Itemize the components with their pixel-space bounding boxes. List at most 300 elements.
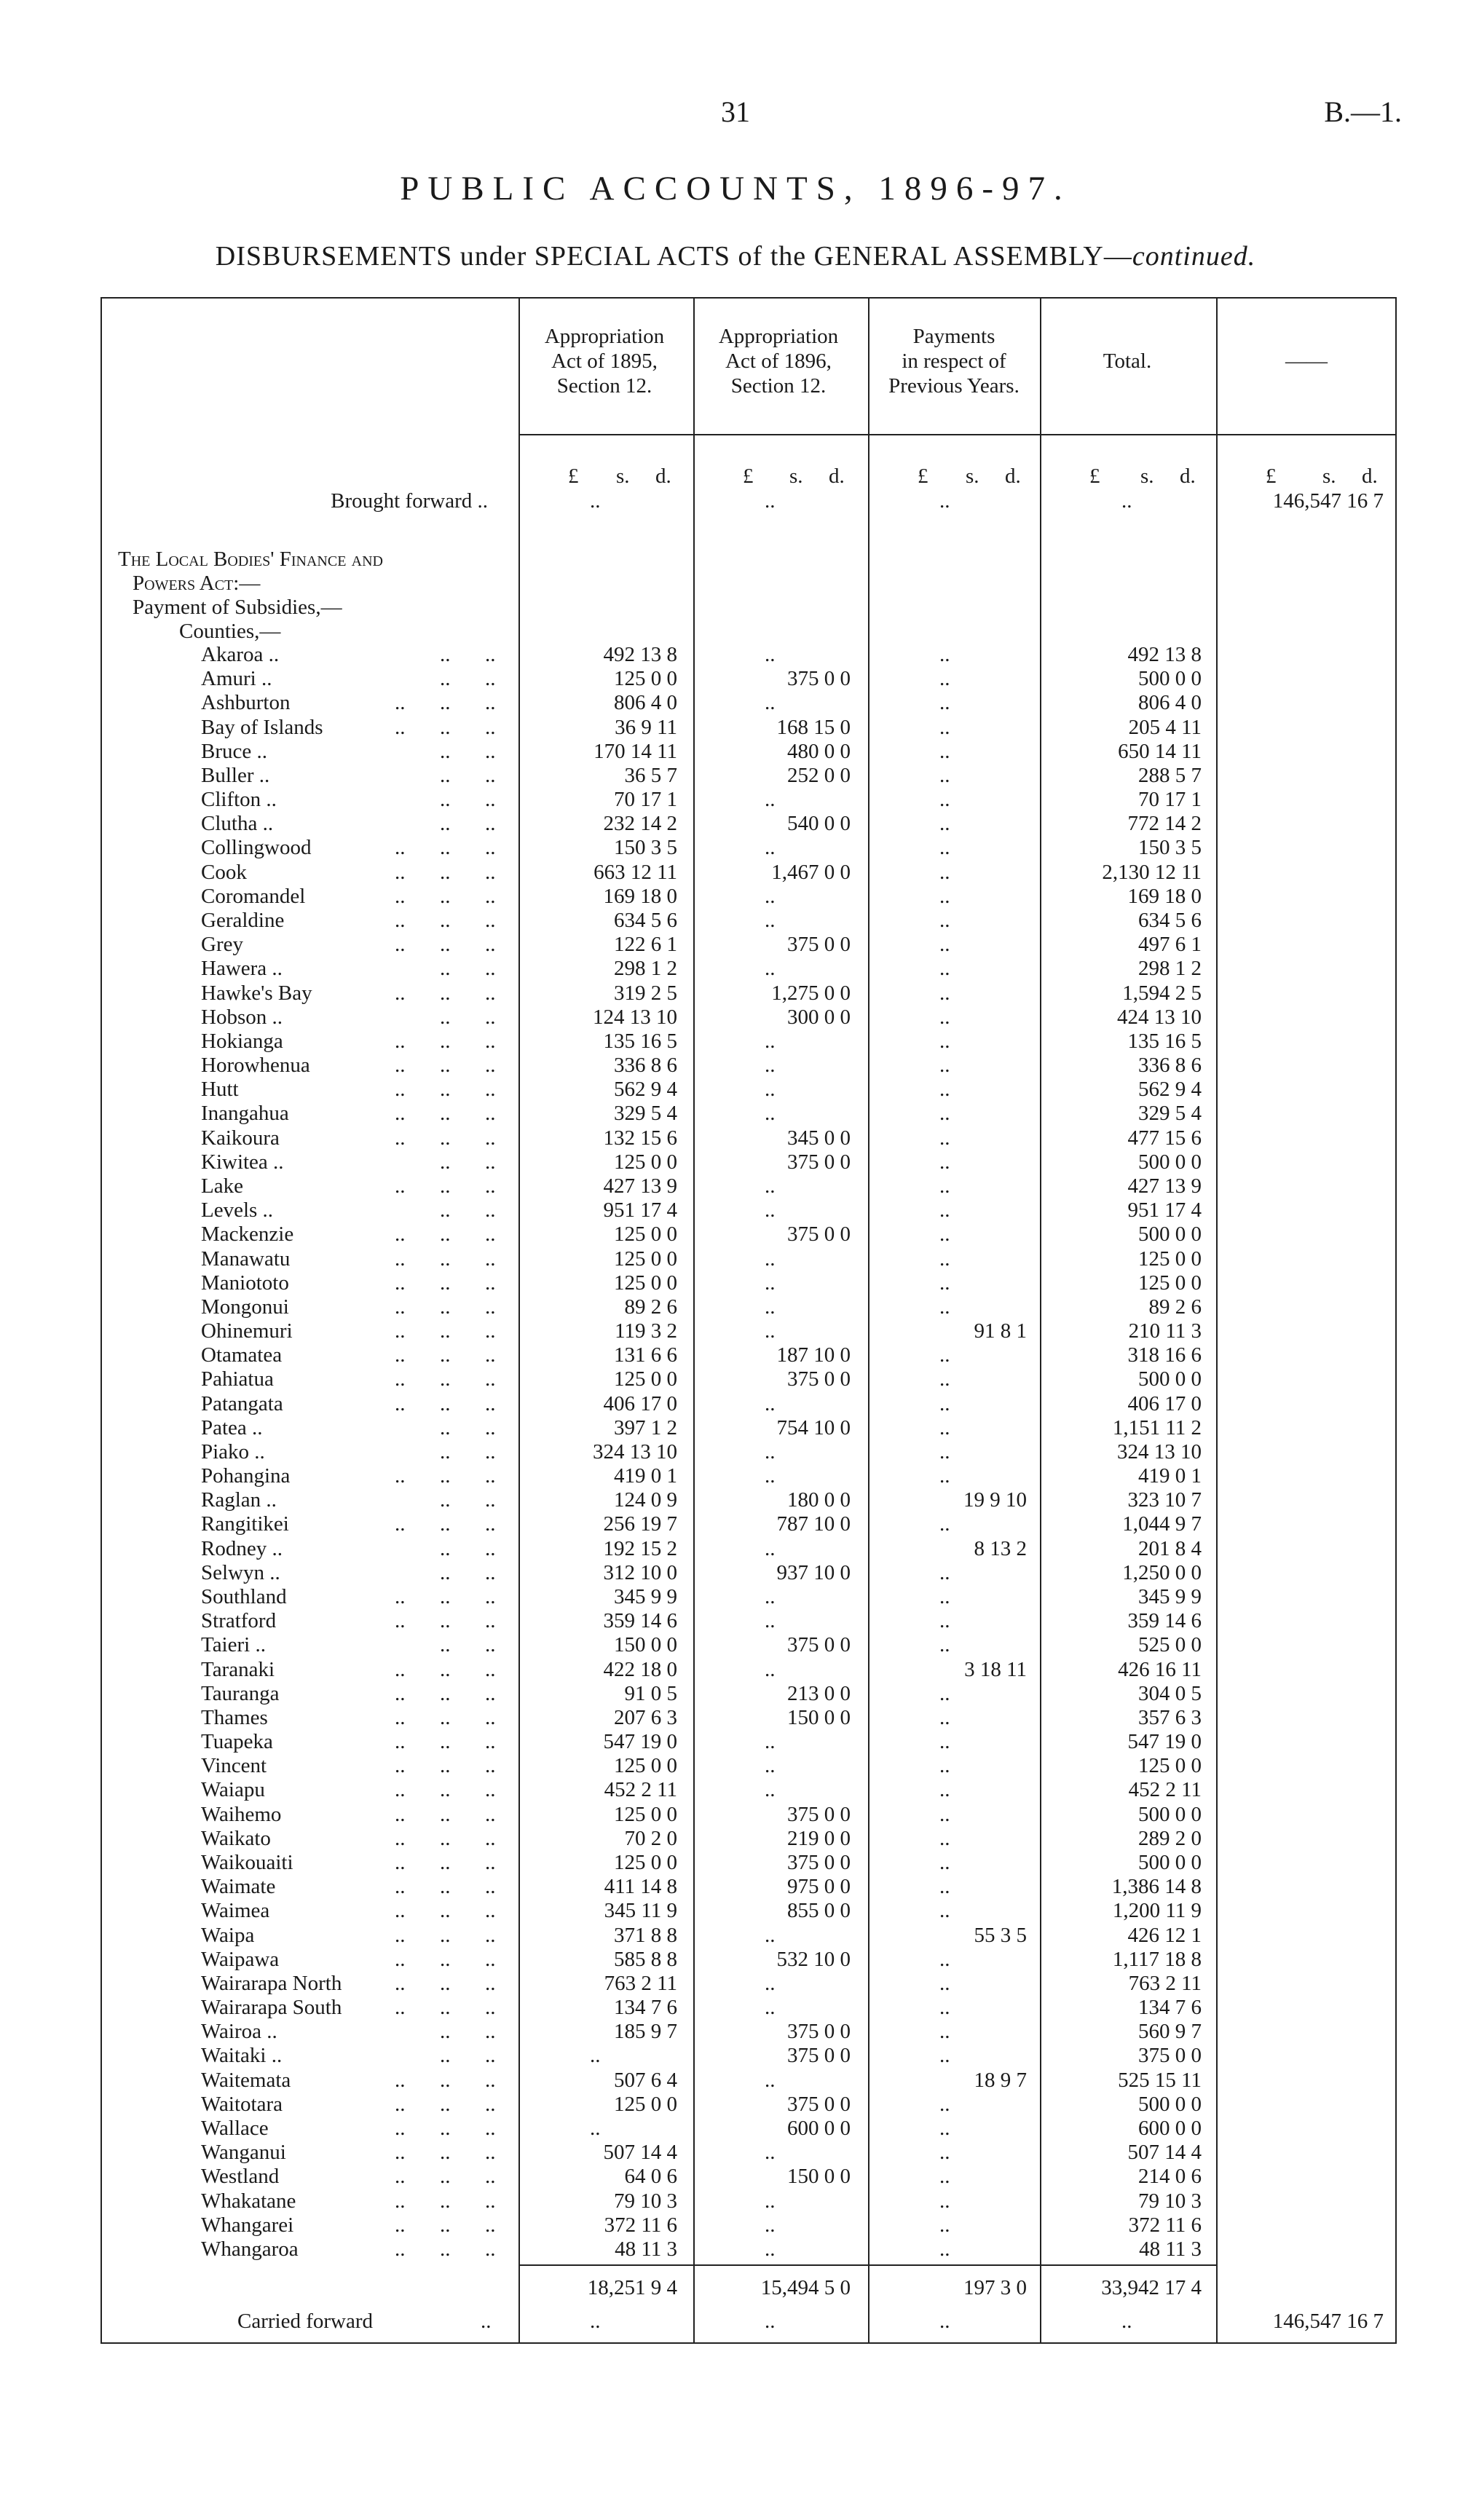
amount-cell: 79 10 3 xyxy=(1138,2189,1202,2213)
amount-cell: 232 14 2 xyxy=(603,812,677,835)
leader-dots: .. xyxy=(440,1730,451,1753)
page-reference: B.—1. xyxy=(1324,95,1402,128)
amount-cell: 375 0 0 xyxy=(787,1150,851,1174)
county-name: Otamatea xyxy=(201,1343,283,1367)
total-cell: 33,942 17 4 xyxy=(1101,2276,1202,2299)
leader-dots: .. xyxy=(485,1198,496,1222)
amount-cell: 329 5 4 xyxy=(1138,1102,1202,1125)
amount-cell: 135 16 5 xyxy=(603,1030,677,1053)
amount-cell: .. xyxy=(939,836,950,859)
leader-dots: .. xyxy=(395,1609,406,1632)
carried-forward-cell: .. xyxy=(1121,2310,1132,2333)
amount-cell: 70 17 1 xyxy=(614,788,677,811)
leader-dots: .. xyxy=(440,1899,451,1922)
leader-dots: .. xyxy=(485,1247,496,1271)
county-name: Vincent xyxy=(201,1754,267,1777)
leader-dots: .. xyxy=(485,2069,496,2092)
leader-dots: .. xyxy=(485,1030,496,1053)
amount-cell: 426 16 11 xyxy=(1118,1658,1202,1681)
county-name: Waitemata xyxy=(201,2069,291,2092)
amount-cell: .. xyxy=(765,1537,776,1560)
county-name: Waiapu xyxy=(201,1778,265,1801)
county-name: Waikouaiti xyxy=(201,1851,293,1874)
leader-dots: .. xyxy=(485,2141,496,2164)
amount-cell: 125 0 0 xyxy=(614,1223,677,1246)
amount-cell: .. xyxy=(765,1054,776,1077)
county-name: Waimate xyxy=(201,1875,276,1898)
totals-rule xyxy=(518,2264,1216,2266)
amount-cell: 754 10 0 xyxy=(776,1416,851,1439)
county-name: Rangitikei xyxy=(201,1512,289,1536)
column-header-line: in respect of xyxy=(902,349,1006,373)
amount-cell: 36 9 11 xyxy=(615,716,677,739)
amount-cell: 298 1 2 xyxy=(1138,957,1202,980)
amount-cell: 150 3 5 xyxy=(614,836,677,859)
amount-cell: 500 0 0 xyxy=(1138,667,1202,690)
leader-dots: .. xyxy=(440,1754,451,1777)
amount-cell: 375 0 0 xyxy=(787,1851,851,1874)
amount-cell: 547 19 0 xyxy=(1127,1730,1202,1753)
leader-dots: .. xyxy=(485,1416,496,1439)
amount-cell: .. xyxy=(765,1319,776,1343)
leader-dots: .. xyxy=(395,2093,406,2116)
amount-cell: 525 15 11 xyxy=(1118,2069,1202,2092)
leader-dots: .. xyxy=(485,1658,496,1681)
amount-cell: .. xyxy=(939,812,950,835)
county-name: Wairarapa South xyxy=(201,1996,342,2019)
amount-cell: .. xyxy=(939,1754,950,1777)
leader-dots: .. xyxy=(395,1778,406,1801)
leader-dots: .. xyxy=(440,1851,451,1874)
leader-dots: .. xyxy=(485,1464,496,1488)
currency-pence: d. xyxy=(1005,465,1021,488)
amount-cell: 532 10 0 xyxy=(776,1948,851,1971)
amount-cell: .. xyxy=(765,1078,776,1101)
amount-cell: .. xyxy=(765,1198,776,1222)
amount-cell: 427 13 9 xyxy=(603,1174,677,1198)
amount-cell: .. xyxy=(939,1609,950,1632)
amount-cell: 500 0 0 xyxy=(1138,1367,1202,1391)
section-heading: The Local Bodies' Finance and xyxy=(118,548,383,571)
leader-dots: .. xyxy=(440,1247,451,1271)
amount-cell: 359 14 6 xyxy=(1127,1609,1202,1632)
leader-dots: .. xyxy=(440,1223,451,1246)
amount-cell: 600 0 0 xyxy=(787,2117,851,2140)
leader-dots: .. xyxy=(440,1174,451,1198)
amount-cell: .. xyxy=(765,1247,776,1271)
leader-dots: .. xyxy=(440,1367,451,1391)
county-name: Amuri .. xyxy=(201,667,272,690)
amount-cell: 318 16 6 xyxy=(1127,1343,1202,1367)
column-header-line: Appropriation xyxy=(544,325,665,348)
leader-dots: .. xyxy=(395,1343,406,1367)
leader-dots: .. xyxy=(395,1512,406,1536)
leader-dots: .. xyxy=(485,1778,496,1801)
leader-dots: .. xyxy=(485,1609,496,1632)
amount-cell: .. xyxy=(765,1585,776,1608)
table-right-rule xyxy=(1395,297,1397,2343)
amount-cell: 562 9 4 xyxy=(1138,1078,1202,1101)
amount-cell: 219 0 0 xyxy=(787,1827,851,1850)
column-header xyxy=(869,324,1038,398)
amount-cell: 214 0 6 xyxy=(1138,2165,1202,2188)
amount-cell: .. xyxy=(765,1174,776,1198)
amount-cell: .. xyxy=(939,1948,950,1971)
leader-dots: .. xyxy=(485,1150,496,1174)
amount-cell: .. xyxy=(939,1223,950,1246)
amount-cell: 397 1 2 xyxy=(614,1416,677,1439)
amount-cell: 135 16 5 xyxy=(1127,1030,1202,1053)
county-name: Wallace xyxy=(201,2117,269,2140)
leader-dots: .. xyxy=(440,1706,451,1729)
leader-dots: .. xyxy=(440,1126,451,1150)
amount-cell: 525 0 0 xyxy=(1138,1633,1202,1656)
amount-cell: 89 2 6 xyxy=(624,1295,677,1319)
amount-cell: 3 18 11 xyxy=(964,1658,1027,1681)
county-name: Mackenzie xyxy=(201,1223,294,1246)
county-name: Kaikoura xyxy=(201,1126,280,1150)
amount-cell: .. xyxy=(765,1271,776,1295)
county-name: Taieri .. xyxy=(201,1633,266,1656)
amount-cell: 480 0 0 xyxy=(787,740,851,763)
leader-dots: .. xyxy=(395,1875,406,1898)
leader-dots: .. xyxy=(485,1537,496,1560)
county-name: Wairarapa North xyxy=(201,1972,342,1995)
leader-dots: .. xyxy=(485,1899,496,1922)
amount-cell: 1,275 0 0 xyxy=(771,981,851,1005)
column-header-line: Previous Years. xyxy=(888,374,1020,398)
leader-dots: .. xyxy=(485,1754,496,1777)
leader-dots: .. xyxy=(440,1561,451,1584)
amount-cell: 375 0 0 xyxy=(787,2044,851,2067)
column-header-line: Act of 1895, xyxy=(551,349,658,373)
amount-cell: 150 0 0 xyxy=(787,2165,851,2188)
county-name: Waitaki .. xyxy=(201,2044,283,2067)
amount-cell: 336 8 6 xyxy=(1138,1054,1202,1077)
table-top-rule xyxy=(100,297,1397,299)
amount-cell: 125 0 0 xyxy=(614,1754,677,1777)
column-rule xyxy=(1216,297,1218,2343)
leader-dots: .. xyxy=(440,1875,451,1898)
amount-cell: 634 5 6 xyxy=(1138,909,1202,932)
leader-dots: .. xyxy=(485,1851,496,1874)
amount-cell: 547 19 0 xyxy=(603,1730,677,1753)
brought-forward-cell: .. xyxy=(765,489,776,513)
leader-dots: .. xyxy=(440,1440,451,1464)
amount-cell: 375 0 0 xyxy=(787,667,851,690)
county-name: Buller .. xyxy=(201,764,270,787)
leader-dots: .. xyxy=(440,1512,451,1536)
leader-dots: .. xyxy=(485,1102,496,1125)
amount-cell: 497 6 1 xyxy=(1138,933,1202,956)
county-name: Grey xyxy=(201,933,243,956)
amount-cell: 134 7 6 xyxy=(614,1996,677,2019)
county-name: Taranaki xyxy=(201,1658,275,1681)
leader-dots: .. xyxy=(395,716,406,739)
amount-cell: 562 9 4 xyxy=(614,1078,677,1101)
amount-cell: .. xyxy=(765,1030,776,1053)
amount-cell: .. xyxy=(590,2117,601,2140)
leader-dots: .. xyxy=(485,836,496,859)
amount-cell: .. xyxy=(765,1778,776,1801)
amount-cell: .. xyxy=(939,1416,950,1439)
amount-cell: .. xyxy=(939,957,950,980)
amount-cell: .. xyxy=(939,1343,950,1367)
leader-dots: .. xyxy=(395,1730,406,1753)
amount-cell: 1,151 11 2 xyxy=(1112,1416,1202,1439)
amount-cell: 336 8 6 xyxy=(614,1054,677,1077)
carried-forward-label: Carried forward xyxy=(237,2310,373,2333)
leader-dots: .. xyxy=(485,1972,496,1995)
amount-cell: 422 18 0 xyxy=(603,1658,677,1681)
amount-cell: .. xyxy=(939,2165,950,2188)
column-header-line: Section 12. xyxy=(556,374,652,398)
amount-cell: .. xyxy=(939,1367,950,1391)
county-name: Whangarei xyxy=(201,2213,294,2237)
amount-cell: .. xyxy=(939,1102,950,1125)
amount-cell: .. xyxy=(939,1198,950,1222)
section-counties: Counties,— xyxy=(179,620,281,643)
leader-dots: .. xyxy=(485,861,496,884)
county-name: Ashburton xyxy=(201,691,291,714)
leader-dots: .. xyxy=(395,1658,406,1681)
currency-pound: £ xyxy=(1089,465,1100,488)
amount-cell: .. xyxy=(939,2213,950,2237)
currency-shilling: s. xyxy=(616,465,630,488)
amount-cell: 345 9 9 xyxy=(1138,1585,1202,1608)
amount-cell: .. xyxy=(939,2117,950,2140)
amount-cell: 477 15 6 xyxy=(1127,1126,1202,1150)
leader-dots: .. xyxy=(395,1803,406,1826)
leader-dots: .. xyxy=(395,1924,406,1947)
amount-cell: 585 8 8 xyxy=(614,1948,677,1971)
leader-dots: .. xyxy=(395,1585,406,1608)
leader-dots: .. xyxy=(485,667,496,690)
county-name: Horowhenua xyxy=(201,1054,310,1077)
currency-pence: d. xyxy=(1362,465,1378,488)
leader-dots: .. xyxy=(485,885,496,908)
amount-cell: 634 5 6 xyxy=(614,909,677,932)
leader-dots: .. xyxy=(485,1803,496,1826)
amount-cell: .. xyxy=(939,1803,950,1826)
amount-cell: .. xyxy=(765,885,776,908)
amount-cell: 452 2 11 xyxy=(604,1778,677,1801)
page-number: 31 xyxy=(721,95,750,128)
amount-cell: .. xyxy=(939,1464,950,1488)
amount-cell: 300 0 0 xyxy=(787,1006,851,1029)
amount-cell: 806 4 0 xyxy=(614,691,677,714)
carried-forward-total: 146,547 16 7 xyxy=(1272,2310,1384,2333)
amount-cell: 500 0 0 xyxy=(1138,1223,1202,1246)
column-header xyxy=(695,324,862,398)
leader-dots: .. xyxy=(485,1126,496,1150)
leader-dots: .. xyxy=(440,1682,451,1705)
amount-cell: 345 9 9 xyxy=(614,1585,677,1608)
amount-cell: .. xyxy=(939,1440,950,1464)
amount-cell: 1,117 18 8 xyxy=(1112,1948,1202,1971)
leader-dots: .. xyxy=(440,1343,451,1367)
leader-dots: .. xyxy=(485,1343,496,1367)
leader-dots: .. xyxy=(440,981,451,1005)
amount-cell: 312 10 0 xyxy=(603,1561,677,1584)
amount-cell: .. xyxy=(590,2044,601,2067)
leader-dots: .. xyxy=(485,1392,496,1415)
leader-dots: .. xyxy=(440,1030,451,1053)
amount-cell: .. xyxy=(765,1730,776,1753)
leader-dots: .. xyxy=(395,1102,406,1125)
column-header-line: Payments xyxy=(912,325,995,348)
currency-shilling: s. xyxy=(1322,465,1336,488)
leader-dots: .. xyxy=(440,1924,451,1947)
carried-forward-cell: .. xyxy=(765,2310,776,2333)
leader-dots: .. xyxy=(395,2237,406,2261)
leader-dots: .. xyxy=(395,1223,406,1246)
amount-cell: 304 0 5 xyxy=(1138,1682,1202,1705)
leader-dots: .. xyxy=(440,764,451,787)
county-name: Hawke's Bay xyxy=(201,981,312,1005)
amount-cell: .. xyxy=(939,2093,950,2116)
amount-cell: .. xyxy=(765,1464,776,1488)
amount-cell: .. xyxy=(939,2044,950,2067)
amount-cell: 371 8 8 xyxy=(614,1924,677,1947)
leader-dots: .. xyxy=(395,981,406,1005)
county-name: Hawera .. xyxy=(201,957,283,980)
amount-cell: 951 17 4 xyxy=(1127,1198,1202,1222)
amount-cell: .. xyxy=(765,909,776,932)
amount-cell: 345 0 0 xyxy=(787,1126,851,1150)
amount-cell: 2,130 12 11 xyxy=(1102,861,1202,884)
amount-cell: 500 0 0 xyxy=(1138,1803,1202,1826)
column-header-line: —— xyxy=(1285,349,1328,373)
amount-cell: 125 0 0 xyxy=(614,1150,677,1174)
county-name: Waikato xyxy=(201,1827,271,1850)
amount-cell: 345 11 9 xyxy=(604,1899,677,1922)
leader-dots: .. xyxy=(485,1827,496,1850)
county-name: Pohangina xyxy=(201,1464,291,1488)
amount-cell: .. xyxy=(939,691,950,714)
currency-shilling: s. xyxy=(966,465,979,488)
amount-cell: .. xyxy=(939,667,950,690)
amount-cell: .. xyxy=(939,1996,950,2019)
amount-cell: 288 5 7 xyxy=(1138,764,1202,787)
leader-dots: .. xyxy=(485,1054,496,1077)
column-header xyxy=(1041,349,1213,374)
amount-cell: 36 5 7 xyxy=(624,764,677,787)
leader-dots: .. xyxy=(395,1271,406,1295)
brought-forward-label: Brought forward .. xyxy=(331,489,488,513)
amount-cell: .. xyxy=(939,1585,950,1608)
leader-dots: .. xyxy=(440,2093,451,2116)
amount-cell: 125 0 0 xyxy=(614,2093,677,2116)
amount-cell: .. xyxy=(765,2237,776,2261)
leader-dots: .. xyxy=(485,764,496,787)
leader-dots: .. xyxy=(395,1392,406,1415)
amount-cell: 357 6 3 xyxy=(1138,1706,1202,1729)
amount-cell: 64 0 6 xyxy=(624,2165,677,2188)
currency-shilling: s. xyxy=(789,465,803,488)
amount-cell: 406 17 0 xyxy=(1127,1392,1202,1415)
amount-cell: 125 0 0 xyxy=(614,1367,677,1391)
amount-cell: 540 0 0 xyxy=(787,812,851,835)
amount-cell: .. xyxy=(765,1754,776,1777)
amount-cell: 252 0 0 xyxy=(787,764,851,787)
amount-cell: 124 13 10 xyxy=(593,1006,677,1029)
amount-cell: 210 11 3 xyxy=(1128,1319,1202,1343)
amount-cell: 507 6 4 xyxy=(614,2069,677,2092)
county-name: Bay of Islands xyxy=(201,716,323,739)
amount-cell: 600 0 0 xyxy=(1138,2117,1202,2140)
amount-cell: 937 10 0 xyxy=(776,1561,851,1584)
amount-cell: 1,594 2 5 xyxy=(1122,981,1202,1005)
county-name: Hutt xyxy=(201,1078,239,1101)
leader-dots: .. xyxy=(395,1367,406,1391)
leader-dots: .. xyxy=(440,1150,451,1174)
leader-dots: .. xyxy=(440,1488,451,1512)
amount-cell: 1,250 0 0 xyxy=(1122,1561,1202,1584)
amount-cell: 150 0 0 xyxy=(614,1633,677,1656)
currency-pence: d. xyxy=(1180,465,1196,488)
currency-pound: £ xyxy=(743,465,754,488)
amount-cell: .. xyxy=(939,716,950,739)
brought-forward-cell: .. xyxy=(590,489,601,513)
amount-cell: 650 14 11 xyxy=(1118,740,1202,763)
amount-cell: 134 7 6 xyxy=(1138,1996,1202,2019)
column-header-line: Appropriation xyxy=(718,325,839,348)
section-subheading: Payment of Subsidies,— xyxy=(133,596,342,619)
amount-cell: 375 0 0 xyxy=(787,1223,851,1246)
amount-cell: .. xyxy=(939,1271,950,1295)
leader-dots: .. xyxy=(440,2069,451,2092)
subtitle-continued: continued. xyxy=(1132,241,1256,272)
amount-cell: .. xyxy=(939,1030,950,1053)
amount-cell: .. xyxy=(939,933,950,956)
amount-cell: 150 0 0 xyxy=(787,1706,851,1729)
county-name: Lake xyxy=(201,1174,243,1198)
amount-cell: 48 11 3 xyxy=(1139,2237,1202,2261)
table-left-rule xyxy=(100,297,102,2343)
total-cell: 197 3 0 xyxy=(963,2276,1027,2299)
county-name: Akaroa .. xyxy=(201,643,280,666)
amount-cell: 500 0 0 xyxy=(1138,1851,1202,1874)
leader-dots: .. xyxy=(395,1996,406,2019)
leader-dots: .. xyxy=(485,933,496,956)
leader-dots: .. xyxy=(440,812,451,835)
amount-cell: .. xyxy=(939,1247,950,1271)
county-name: Cook xyxy=(201,861,247,884)
amount-cell: .. xyxy=(765,836,776,859)
leader-dots: .. xyxy=(440,1102,451,1125)
amount-cell: .. xyxy=(939,1512,950,1536)
amount-cell: 419 0 1 xyxy=(1138,1464,1202,1488)
amount-cell: .. xyxy=(765,1392,776,1415)
leader-dots: .. xyxy=(395,1174,406,1198)
amount-cell: .. xyxy=(939,1078,950,1101)
amount-cell: 375 0 0 xyxy=(787,933,851,956)
amount-cell: .. xyxy=(765,957,776,980)
leader-dots: .. xyxy=(440,1416,451,1439)
leader-dots: .. xyxy=(395,2117,406,2140)
county-name: Waitotara xyxy=(201,2093,283,2116)
column-rule xyxy=(1040,297,1041,2343)
amount-cell: .. xyxy=(765,1924,776,1947)
leader-dots: .. xyxy=(395,1295,406,1319)
leader-dots: .. xyxy=(395,909,406,932)
leader-dots: .. xyxy=(485,1730,496,1753)
county-name: Hokianga xyxy=(201,1030,283,1053)
amount-cell: 201 8 4 xyxy=(1138,1537,1202,1560)
amount-cell: .. xyxy=(939,788,950,811)
column-rule xyxy=(693,297,695,2343)
